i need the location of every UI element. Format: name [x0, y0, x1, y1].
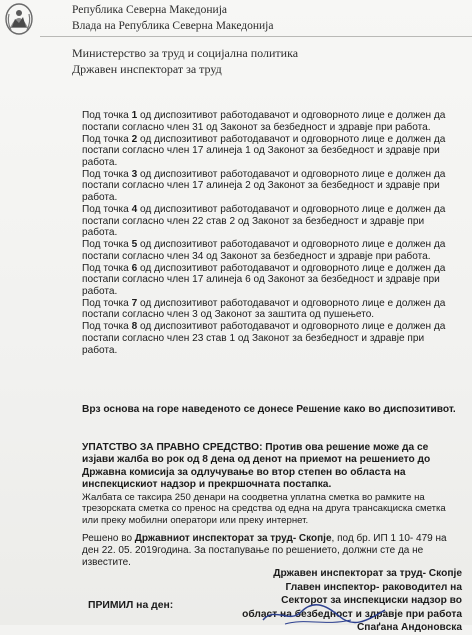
- inspectorate-line: Државен инспекторат за труд: [72, 62, 222, 76]
- handwritten-signature-icon: [255, 598, 395, 628]
- point-item: Под точка 8 од диспозитивот работодавачот и одговорното лице е должен да постапи согласно член 23 став 1 од Законот за безбедност и здравје при работа.: [82, 321, 446, 356]
- point-item: Под точка 3 од диспозитивот работодавачот и одговорното лице е должен да постапи согласно член 17 алинеја 2 од Законот за безбедност и здравје при работа.: [82, 168, 446, 203]
- point-item: Под точка 2 од диспозитивот работодавачот и одговорното лице е должен да постапи согласно член 17 алинеја 1 од Законот за безбедност и здравје при работа.: [82, 133, 446, 168]
- points-list: [82, 110, 457, 357]
- point-item: Под точка 5 од диспозитивот работодавачот и одговорното лице е должен да постапи согласно член 34 од Законот за безбедност и здравје при работа.: [82, 239, 446, 262]
- appeal-fee-text: Жалбата се таксира 250 денари на соодветна уплатна сметка во рамките на трезорската сметка со пренос на средства од една на друга трансакциска сметка или преку мобилни оператори или преку интернет.: [82, 491, 446, 527]
- signature-line: Главен инспектор- раководител на: [285, 581, 462, 593]
- state-emblem-icon: [4, 2, 34, 36]
- point-item: Под точка 1 од диспозитивот работодавачот и одговорното лице е должен да постапи согласно член 31 од Законот за безбедност и здравје при работа.: [82, 110, 446, 133]
- legal-remedy-instructions: [82, 442, 462, 527]
- ministry-header: [72, 45, 298, 77]
- ministry-line: Министерство за труд и социјална политика: [72, 46, 299, 60]
- appeal-instructions: УПАТСТВО ЗА ПРАВНО СРЕДСТВО: Против ова решение може да се изјави жалба во рок од 8 дена од денот на приемот на решението до Државна комисија за одлучување во втор степен во областа на инспекцискиот надзор и прекршочната постапка.: [82, 442, 431, 491]
- signature-line: област на безбедност и здравје при работа: [242, 608, 462, 620]
- point-item: Под точка 4 од диспозитивот работодавачот и одговорното лице е должен да постапи согласно член 22 став 2 од Законот за безбедност и здравје при работа.: [82, 203, 446, 239]
- basis-paragraph: Врз основа на горе наведеното се донесе Решение како во диспозитивот.: [82, 404, 456, 415]
- country-line: Република Северна Македонија: [72, 4, 228, 16]
- signature-name: Спаґана Андоновска: [356, 622, 462, 634]
- government-line: Влада на Република Северна Македонија: [72, 20, 274, 32]
- header-divider: [40, 36, 472, 37]
- decision-reference: Решено во Државниот инспекторат за труд- Скопје, под бр. ИП 1 10- 479 на ден 22. 05. 2019година. За постапување по решението, должни сте да не известите.: [82, 533, 447, 569]
- point-item: Под точка 6 од диспозитивот работодавачот и одговорното лице е должен да постапи согласно член 17 алинеја 6 од Законот за безбедност и здравје при работа.: [82, 262, 446, 297]
- signature-line: Државен инспекторат за труд- Скопје: [273, 568, 462, 579]
- received-label: ПРИМИЛ на ден:: [88, 600, 174, 611]
- point-item: Под точка 7 од диспозитивот работодавачот и одговорното лице е должен да постапи согласно член 3 од Законот за заштита од пушењето.: [82, 297, 446, 321]
- signature-line: Секторот за инспекциски надзор во: [281, 595, 462, 607]
- government-header: [72, 2, 274, 34]
